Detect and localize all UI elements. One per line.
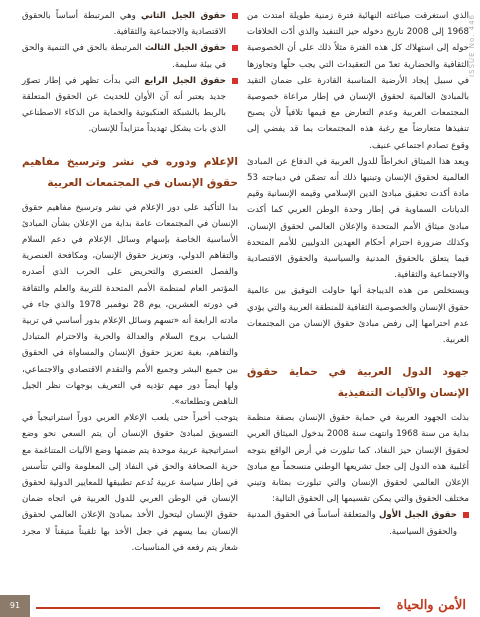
section-heading: جهود الدول العربية في حماية حقوق الإنسان والآليات التنفيذية: [247, 366, 469, 400]
paragraph: بدا التأكيد على دور الإعلام في نشر وترسيخ مفاهيم حقوق الإنسان في المجتمعات عامة بداية من الإعلان بشأن المبادئ الأساسية الخاصة بإسهام وسائل الإعلام في دعم السلام والتفاهم الدولي، وتعزيز حقوق الإنسان، ومكافحة العنصرية والفصل العنصري والتحريض على الحرب الذي أصدره المؤتمر العام لمنظمة الأمم المتحدة للتربية والعلم والثقافة في دورته العشرين، يوم 28 نوفمبر 1978 والذي جاء في مادته الرابعة أنه «تسهم وسائل الإعلام بدور أساسي في تربية الشباب بروح السلام والعدالة والحرية والاحترام المتبادل والتفاهم، بغية تعزيز حقوق الإنسان والمساواة في الحقوق بين جميع البشر وجميع الأمم والتقدم الاقتصادي والاجتماعي، ولها أيضاً دور مهم تؤديه في التعريف بوجهات نظر الجيل الناهض وتطلعاته».: [22, 202, 238, 408]
paragraph: يتوجب أخيراً حتى يلعب الإعلام العربي دوراً استراتيجياً في التسويق لمبادئ حقوق الإنسان أن يتم السعي نحو وضع استراتيجية عربية موحدة يتم ضمنها وضع الآليات المتناغمة مع حرية الصحافة والحق في النفاذ إلى المعلومة والتي تتأسس في إطار سياسة عربية تُدعم تطبيقها للمعايير الدولية لحقوق الإنسان في الوطن العربي للدول العربية في اتجاه ضمان حقوق الإنسان ليتحول الأخذ بمبادئ الإعلان العالمي لحقوق الإنسان بما يسهم في جعل الأخذ بها تلقيناً متيقناً لا مجرد شعار يتم رفعه في المناسبات.: [22, 413, 238, 553]
bullet-title: حقوق الجيل الثاني: [141, 11, 226, 21]
page-number: 91: [0, 595, 30, 617]
issue-label: ISSUE No. 446: [468, 14, 476, 77]
bullet-text: التي بدأت تظهر في إطار تصوّر جديد يعتبر أنه آن الأوان للحديث عن الحقوق المتعلقة بالربط بالشبكة العنكبوتية والحماية من الذكاء الاصطناعي الذي بات يشكل تهديداً متزايداً للإنسان.: [22, 75, 226, 135]
bullet-text: المرتبطة بالحق في التنمية والحق في بيئة سليمة.: [22, 43, 226, 70]
bullet-text: والمتعلقة أساساً في الحقوق المدنية والحقوق السياسية.: [247, 510, 457, 537]
magazine-title: الأمن والحياة: [396, 598, 466, 613]
left-column: [22, 8, 238, 556]
section-heading: الإعلام ودوره في نشر وترسيخ مفاهيم حقوق الإنسان في المجتمعات العربية: [22, 155, 238, 189]
bullet-title: حقوق الجيل الرابع: [144, 75, 226, 86]
bullet-item: [22, 40, 238, 72]
page-footer: [0, 595, 480, 617]
bullet-item: [22, 8, 238, 40]
paragraph: ويعد هذا الميثاق انخراطاً للدول العربية في الدفاع عن المبادئ العالمية لحقوق الإنسان وتبنيها ذلك أنه تضمّن في ديباجته 53 مادة أكدت تحقيق مبادئ الدين الإسلامي وقيمه الإنسانية وقيم الديانات السماوية في إطار وحدة الوطن العربي كما أكدت مبادئ ميثاق الأمم المتحدة والإعلان العالمي لحقوق الإنسان، وكذلك ضرورة احترام أحكام العهدين الدوليين للأمم المتحدة فيما يتعلق بالحقوق المدنية والسياسية والحقوق الاقتصادية والاجتماعية والثقافية.: [247, 156, 469, 281]
right-column: [247, 8, 469, 540]
bullet-item: [22, 73, 238, 138]
bullet-title: حقوق الجيل الأول: [378, 510, 457, 521]
paragraph: بذلت الجهود العربية في حماية حقوق الإنسان بصفة منظمة بداية من سنة 1968 وانتهت سنة 2008 بدخول الميثاق العربي لحقوق الإنسان حيز النفاذ، كما تبلورت في أرض الواقع بتوجه أغلبية هذه الدول إلى جعل تشريعها الوطني منسجماً مع مبادئ الإعلان العالمي لحقوق الإنسان والتي تبلورت بمثابة وتبني مختلف الحقوق والتي يمكن تقسيمها إلى الحقوق التالية:: [247, 413, 469, 505]
bullet-item: [247, 507, 469, 539]
bullet-text: وهي المرتبطة أساساً بالحقوق الاقتصادية والاجتماعية والثقافية.: [22, 11, 226, 38]
paragraph: ويستخلص من هذه الديباجة أنها حاولت التوفيق بين عالمية حقوق الإنسان والخصوصية الثقافية للمنطقة العربية والتي يؤدي عدم احترامها إلى رفض مبادئ حقوق الإنسان من المجتمعات العربية.: [247, 286, 469, 346]
paragraph: الذي استغرقت صياغته النهائية فترة زمنية طويلة امتدت من 1968 إلى 2008 تاريخ دخوله حيز التنفيذ والذي أدّت الخلافات حوله إلى استهلاك كل هذه الفترة مثلاً ذلك على أن الخصوصية الثقافية والحضارية تعدّ من التعقيدات التي يجب حلّها وتجاوزها في سبيل إيجاد الأرضية المناسبة القادرة على ضمان التقيد بالمبادئ العالمية لحقوق الإنسان في إطار مراعاة خصوصية المجتمعات العربية وعدم التعارض مع قيمها تلافياً لأن يصبح تنفيذها متعارضاً مع رغبة هذه المجتمعات بما قد يفضي إلى وقوع تصادم اجتماعي عنيف.: [247, 11, 469, 151]
footer-rule: [36, 607, 380, 609]
bullet-title: حقوق الجيل الثالث: [144, 43, 226, 54]
